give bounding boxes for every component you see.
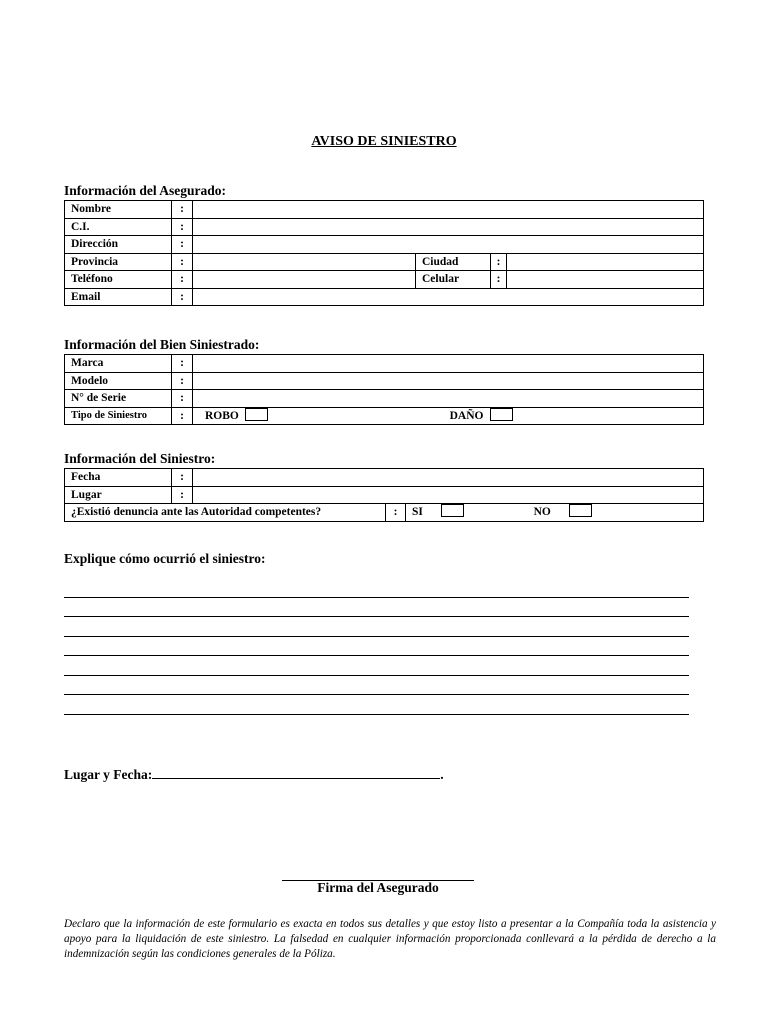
colon: :: [491, 253, 507, 271]
label-robo: ROBO: [205, 409, 239, 422]
colon: :: [172, 271, 193, 289]
label-no: NO: [533, 506, 551, 519]
table-row: [65, 372, 704, 390]
section-siniestro-heading: Información del Siniestro:: [64, 451, 216, 466]
label-ciudad: Ciudad: [416, 253, 491, 271]
label-modelo: Modelo: [65, 372, 172, 390]
form-title: AVISO DE SINIESTRO: [311, 134, 457, 149]
colon: :: [172, 201, 193, 219]
table-row: [65, 407, 704, 425]
lugar-fecha-row: [64, 766, 444, 783]
email-field[interactable]: [193, 288, 704, 306]
denuncia-options: [406, 504, 704, 522]
explanation-line[interactable]: [64, 655, 689, 656]
table-row: [65, 504, 704, 522]
label-telefono: Teléfono: [65, 271, 172, 289]
lugar-field[interactable]: [193, 486, 704, 504]
table-row: [65, 271, 704, 289]
ciudad-field[interactable]: [507, 253, 704, 271]
lugar-fecha-label: Lugar y Fecha:: [64, 767, 153, 782]
label-direccion: Dirección: [65, 236, 172, 254]
colon: :: [172, 253, 193, 271]
explanation-line[interactable]: [64, 694, 689, 695]
label-celular: Celular: [416, 271, 491, 289]
label-dano: DAÑO: [449, 409, 484, 422]
explanation-line[interactable]: [64, 675, 689, 676]
siniestro-table: [64, 468, 704, 522]
colon: :: [172, 407, 193, 425]
serie-field[interactable]: [193, 390, 704, 408]
lugar-fecha-period: .: [440, 767, 444, 782]
table-row: [65, 201, 704, 219]
declaration-text: Declaro que la información de este formulario es exacta en todos sus detalles y que estoy listo a presentar a la Compañía toda la asistencia y apoyo para la liquidación de este siniestro. La falsedad en cualquier información proporcionada conllevará a la pérdida de derecho a la indemnización según las condiciones generales de la Póliza.: [64, 918, 716, 960]
colon: :: [172, 486, 193, 504]
explanation-line[interactable]: [64, 616, 689, 617]
fecha-field[interactable]: [193, 469, 704, 487]
section-bien-heading: Información del Bien Siniestrado:: [64, 337, 260, 352]
table-row: [65, 253, 704, 271]
label-si: SI: [412, 506, 423, 519]
table-row: [65, 288, 704, 306]
label-marca: Marca: [65, 355, 172, 373]
table-row: [65, 218, 704, 236]
label-provincia: Provincia: [65, 253, 172, 271]
explique-label: Explique cómo ocurrió el siniestro:: [64, 551, 266, 566]
celular-field[interactable]: [507, 271, 704, 289]
explanation-line[interactable]: [64, 714, 689, 715]
signature-label: Firma del Asegurado: [317, 880, 439, 895]
colon: :: [172, 288, 193, 306]
asegurado-table: [64, 200, 704, 306]
label-ci: C.I.: [65, 218, 172, 236]
dano-checkbox[interactable]: [490, 408, 513, 421]
colon: :: [491, 271, 507, 289]
nombre-field[interactable]: [193, 201, 704, 219]
tipo-options: [193, 407, 704, 425]
label-email: Email: [65, 288, 172, 306]
label-tipo: Tipo de Siniestro: [65, 407, 172, 425]
colon: :: [172, 372, 193, 390]
table-row: [65, 469, 704, 487]
label-serie: N° de Serie: [65, 390, 172, 408]
no-checkbox[interactable]: [569, 504, 592, 517]
explanation-line[interactable]: [64, 636, 689, 637]
label-nombre: Nombre: [65, 201, 172, 219]
modelo-field[interactable]: [193, 372, 704, 390]
colon: :: [172, 236, 193, 254]
si-checkbox[interactable]: [441, 504, 464, 517]
colon: :: [386, 504, 406, 522]
label-fecha: Fecha: [65, 469, 172, 487]
telefono-field[interactable]: [193, 271, 416, 289]
table-row: [65, 355, 704, 373]
provincia-field[interactable]: [193, 253, 416, 271]
colon: :: [172, 469, 193, 487]
table-row: [65, 236, 704, 254]
table-row: [65, 486, 704, 504]
lugar-fecha-field[interactable]: [152, 766, 440, 779]
table-row: [65, 390, 704, 408]
label-lugar: Lugar: [65, 486, 172, 504]
ci-field[interactable]: [193, 218, 704, 236]
colon: :: [172, 355, 193, 373]
bien-table: [64, 354, 704, 425]
robo-checkbox[interactable]: [245, 408, 268, 421]
marca-field[interactable]: [193, 355, 704, 373]
section-asegurado-heading: Información del Asegurado:: [64, 183, 226, 198]
label-denuncia: ¿Existió denuncia ante las Autoridad competentes?: [65, 504, 386, 522]
direccion-field[interactable]: [193, 236, 704, 254]
colon: :: [172, 390, 193, 408]
explanation-line[interactable]: [64, 597, 689, 598]
colon: :: [172, 218, 193, 236]
